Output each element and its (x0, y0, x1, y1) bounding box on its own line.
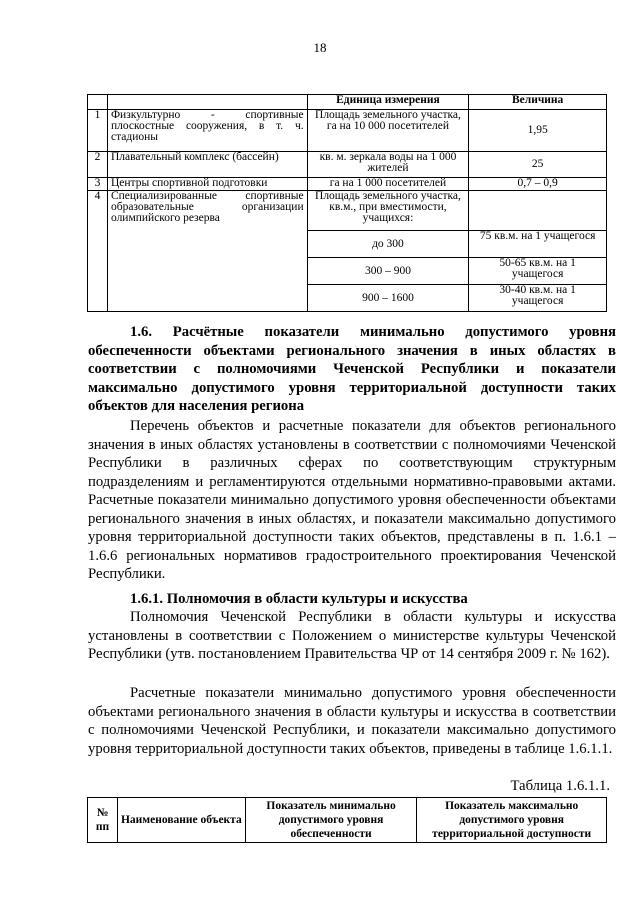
capacity-cell: 300 – 900 (307, 258, 469, 285)
facility-name: Центры спортивной подготовки (107, 178, 307, 191)
norm-cell: 50-65 кв.м. на 1 учащегося (469, 258, 607, 285)
table-row (88, 152, 607, 178)
table-row (88, 110, 607, 152)
norm-cell: 75 кв.м. на 1 учащегося (469, 231, 607, 258)
table-caption: Таблица 1.6.1.1. (510, 778, 610, 794)
facility-name: Плавательный комплекс (бассейн) (107, 152, 307, 178)
subsection-paragraph: Расчетные показатели минимально допустимого уровня обеспеченности объектами регионального значения в области культуры и искусства в соответствии с полномочиями Чеченской Республики, и показатели максимально допустимого уровня территориальной доступности таких объектов, приведены в таблице 1.6.1.1. (88, 685, 616, 757)
table-header-row (88, 95, 607, 110)
facility-name: Специализированные спортивные образовательные организации олимпийского резерва (107, 191, 307, 312)
header-unit: Единица измерения (307, 95, 469, 110)
capacity-cell: до 300 (307, 231, 469, 258)
unit-cell: кв. м. зеркала воды на 1 000 жителей (307, 152, 469, 178)
table-row (88, 178, 607, 191)
unit-cell: га на 1 000 посетителей (307, 178, 469, 191)
unit-cell: Площадь земельного участка, га на 10 000 посетителей (307, 110, 469, 152)
value-cell: 0,7 – 0,9 (469, 178, 607, 191)
capacity-cell: 900 – 1600 (307, 285, 469, 312)
value-cell (469, 191, 607, 231)
unit-cell: Площадь земельного участка, кв.м., при вместимости, учащихся: (307, 191, 469, 231)
norm-cell: 30-40 кв.м. на 1 учащегося (469, 285, 607, 312)
header-cell (107, 95, 307, 110)
subsection-paragraph: Полномочия Чеченской Республики в области культуры и искусства установлены в соответствии с Положением о министерстве культуры Чеченской Республики (утв. постановлением Правительства ЧР от 14 сентября 2009 г. № 162). (88, 609, 616, 662)
header-value: Величина (469, 95, 607, 110)
table-header-row (88, 798, 607, 843)
header-min-level: Показатель минимально допустимого уровня обеспеченности (245, 798, 417, 843)
row-number: 3 (88, 178, 108, 191)
row-number: 2 (88, 152, 108, 178)
header-cell (88, 95, 108, 110)
value-cell: 25 (469, 152, 607, 178)
subsection-heading: 1.6.1. Полномочия в области культуры и искусства (130, 591, 468, 607)
header-number: № пп (88, 798, 118, 843)
page-number: 18 (313, 40, 327, 55)
table-row (88, 191, 607, 231)
header-max-access: Показатель максимально допустимого уровня территориальной доступности (417, 798, 607, 843)
row-number: 1 (88, 110, 108, 152)
section-paragraph: Перечень объектов и расчетные показатели для объектов регионального значения в иных областях установлены в соответствии с полномочиями Чеченской Республики в различных сферах по соответствующим структурным подразделениям и регламентируются отдельными нормативно-правовыми актами. Расчетные показатели минимально допустимого уровня обеспеченности объектами регионального значения в иных областях, и показатели максимально допустимого уровня территориальной доступности таких объектов, представлены в п. 1.6.1 – 1.6.6 региональных нормативов градостроительного проектирования Чеченской Республики. (88, 418, 616, 582)
facility-name: Физкультурно - спортивные плоскостные сооружения, в т. ч. стадионы (107, 110, 307, 152)
section-heading: 1.6. Расчётные показатели минимально допустимого уровня обеспеченности объектами регионального значения в иных областях в соответствии с полномочиями Чеченской Республики и показатели максимально допустимого уровня территориальной доступности таких объектов для населения региона (88, 324, 616, 414)
header-object-name: Наименование объекта (117, 798, 245, 843)
row-number: 4 (88, 191, 108, 312)
sports-facilities-table (87, 94, 607, 312)
culture-table (87, 797, 607, 843)
value-cell: 1,95 (469, 110, 607, 152)
